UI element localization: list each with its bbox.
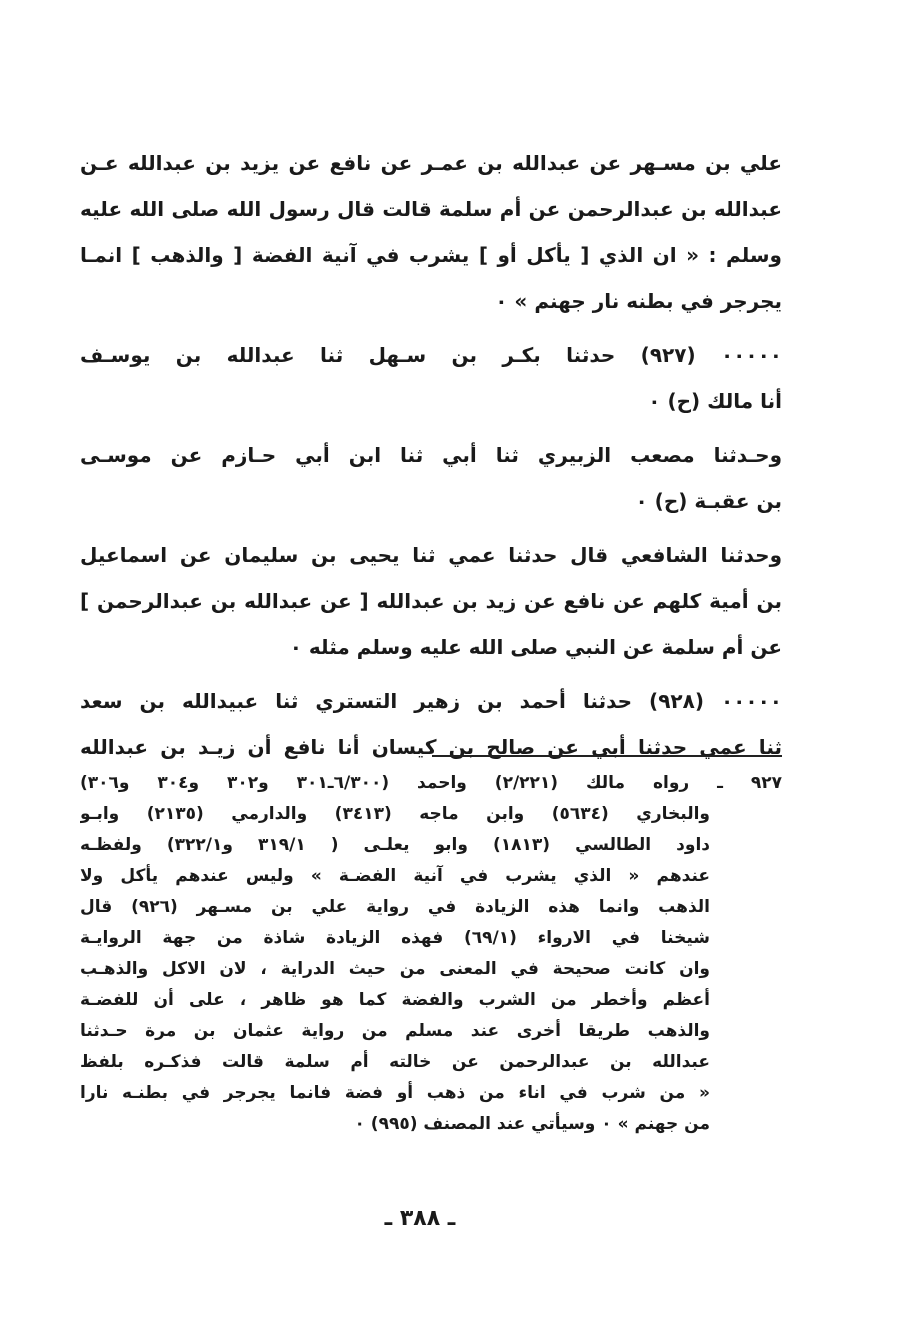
footnote-line: عندهم « الذي يشرب في آنية الفضـة » وليس عندهم يأكل ولا (80, 866, 710, 886)
main-text (80, 140, 782, 770)
page-number: ـ ٣٨٨ ـ (384, 1206, 456, 1231)
text-line: وسلم : « ان الذي [ يأكل أو ] يشرب في آنية الفضة [ والذهب ] انمـا (80, 243, 782, 267)
footnote-line: والبخاري (٥٦٣٤) وابن ماجه (٣٤١٣) والدارمي (٢١٣٥) وابـو (80, 804, 710, 824)
text-line: ثنا عمي حدثنا أبي عن صالح بن كيسان أنا نافع أن زيـد بن عبدالله (80, 735, 782, 759)
footnote-divider (432, 755, 782, 757)
footnote-line: من جهنم » ٠ وسيأتي عند المصنف (٩٩٥) ٠ (354, 1114, 710, 1134)
text-line: عبدالله بن عبدالرحمن عن أم سلمة قالت قال رسول الله صلى الله عليه (80, 197, 782, 221)
footnote-line: والذهب طريقا أخرى عند مسلم من رواية عثمان بن مرة حـدثنا (80, 1021, 710, 1041)
footnote-line: وان كانت صحيحة في المعنى من حيث الدراية ، لان الاكل والذهـب (80, 959, 710, 979)
footnote-line: شيخنا في الارواء (٦٩/١) فهذه الزيادة شاذة من جهة الروايـة (80, 928, 710, 948)
footnotes (80, 768, 782, 1140)
text-line: بن أمية كلهم عن نافع عن زيد بن عبدالله [ عن عبدالله بن عبدالرحمن ] (80, 589, 782, 613)
footnote-line: أعظم وأخطر من الشرب والفضة كما هو ظاهر ، على أن للفضـة (80, 990, 710, 1010)
footnote-line: الذهب وانما هذه الزيادة في رواية علي بن مسـهر (٩٢٦) قال (80, 897, 710, 917)
text-line: وحـدثنا مصعب الزبيري ثنا أبي ثنا ابن أبي حـازم عن موسـى (80, 443, 782, 467)
text-line: يجرجر في بطنه نار جهنم » ٠ (495, 289, 782, 313)
text-line: ٠٠٠٠٠ (٩٢٧) حدثنا بكـر بن سـهل ثنا عبدالله بن يوسـف (80, 343, 782, 367)
text-line: عن أم سلمة عن النبي صلى الله عليه وسلم مثله ٠ (289, 635, 782, 659)
footnote-line: « من شرب في اناء من ذهب أو فضة فانما يجرجر في بطنـه نارا (80, 1083, 710, 1103)
footnote-line: داود الطالسي (١٨١٣) وابو يعلـى ( ٣١٩/١ و٣٢٢/١) ولفظـه (80, 835, 710, 855)
text-line: وحدثنا الشافعي قال حدثنا عمي ثنا يحيى بن سليمان عن اسماعيل (80, 543, 782, 567)
footnote-line: ٩٢٧ ـ رواه مالك (٢/٢٢١) واحمد (٦/٣٠٠ـ٣٠١ و٣٠٢ و٣٠٤ و٣٠٦) (80, 773, 782, 793)
text-line: أنا مالك (ح) ٠ (648, 389, 782, 413)
text-line: بن عقبـة (ح) ٠ (635, 489, 782, 513)
text-line: علي بن مسـهر عن عبدالله بن عمـر عن نافع عن يزيد بن عبدالله عـن (80, 151, 782, 175)
text-line: ٠٠٠٠٠ (٩٢٨) حدثنا أحمد بن زهير التستري ثنا عبيدالله بن سعد (80, 689, 782, 713)
footnote-line: عبدالله بن عبدالرحمن عن خالته أم سلمة قالت فذكـره بلفظ (80, 1052, 710, 1072)
